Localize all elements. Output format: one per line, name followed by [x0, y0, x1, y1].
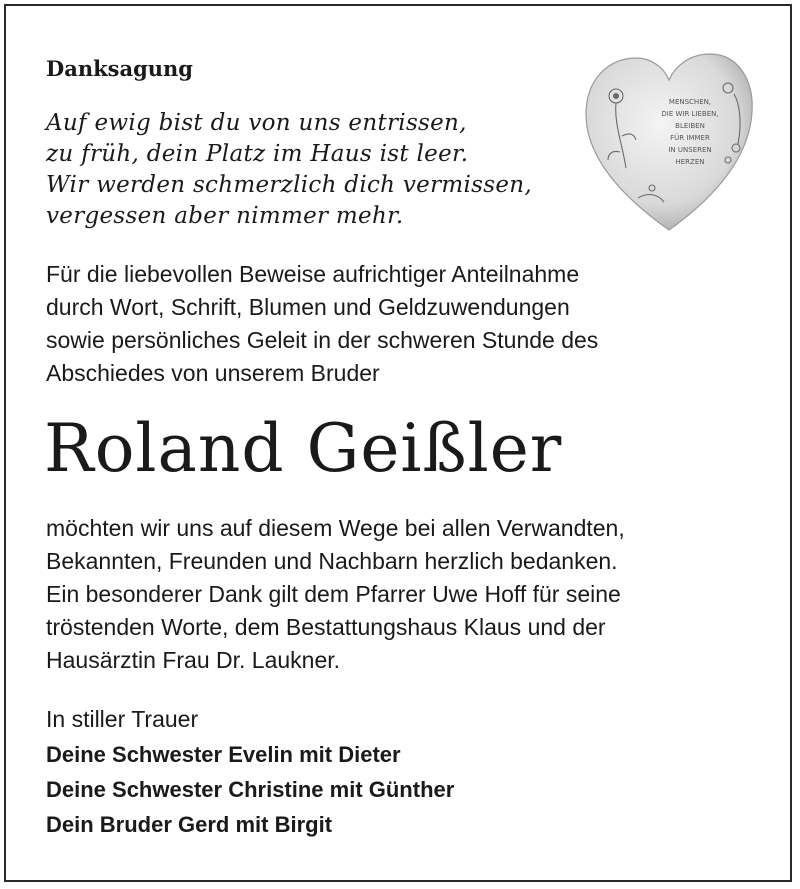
thanks-line: Hausärztin Frau Dr. Laukner.: [46, 647, 341, 673]
intro-line: sowie persönliches Geleit in der schweren Stunde des: [46, 327, 599, 353]
svg-text:IN UNSEREN: IN UNSEREN: [668, 146, 712, 154]
thanks-line: Ein besonderer Dank gilt dem Pfarrer Uwe Hoff für seine: [46, 581, 621, 607]
svg-text:MENSCHEN,: MENSCHEN,: [668, 98, 712, 106]
svg-text:DIE WIR LIEBEN,: DIE WIR LIEBEN,: [661, 110, 719, 118]
svg-text:FÜR IMMER: FÜR IMMER: [670, 134, 710, 142]
poem-line: Wir werden schmerzlich dich vermissen,: [46, 172, 532, 198]
thanks-line: Bekannten, Freunden und Nachbarn herzlich bedanken.: [46, 548, 618, 574]
svg-text:BLEIBEN: BLEIBEN: [675, 122, 705, 130]
intro-line: Abschiedes von unserem Bruder: [46, 360, 380, 386]
thanks-paragraph: [46, 512, 625, 677]
memorial-poem: [46, 108, 532, 232]
notice-heading: Danksagung: [46, 56, 193, 81]
deceased-name: Roland Geißler: [44, 410, 563, 487]
mourning-line: In stiller Trauer: [46, 706, 199, 732]
thanks-line: möchten wir uns auf diesem Wege bei allen Verwandten,: [46, 515, 625, 541]
signers-list: [46, 737, 454, 842]
poem-line: zu früh, dein Platz im Haus ist leer.: [46, 141, 469, 167]
intro-paragraph: [46, 258, 598, 390]
signer: Deine Schwester Evelin mit Dieter: [46, 742, 401, 767]
intro-line: durch Wort, Schrift, Blumen und Geldzuwendungen: [46, 294, 570, 320]
thanks-line: tröstenden Worte, dem Bestattungshaus Klaus und der: [46, 614, 606, 640]
poem-line: Auf ewig bist du von uns entrissen,: [46, 110, 467, 136]
signer: Dein Bruder Gerd mit Birgit: [46, 812, 333, 837]
signer: Deine Schwester Christine mit Günther: [46, 777, 455, 802]
heart-stone-image: [578, 48, 760, 238]
svg-text:HERZEN: HERZEN: [675, 158, 705, 166]
poem-line: vergessen aber nimmer mehr.: [46, 203, 404, 229]
intro-line: Für die liebevollen Beweise aufrichtiger Anteilnahme: [46, 261, 580, 287]
heart-shape: [586, 54, 752, 230]
